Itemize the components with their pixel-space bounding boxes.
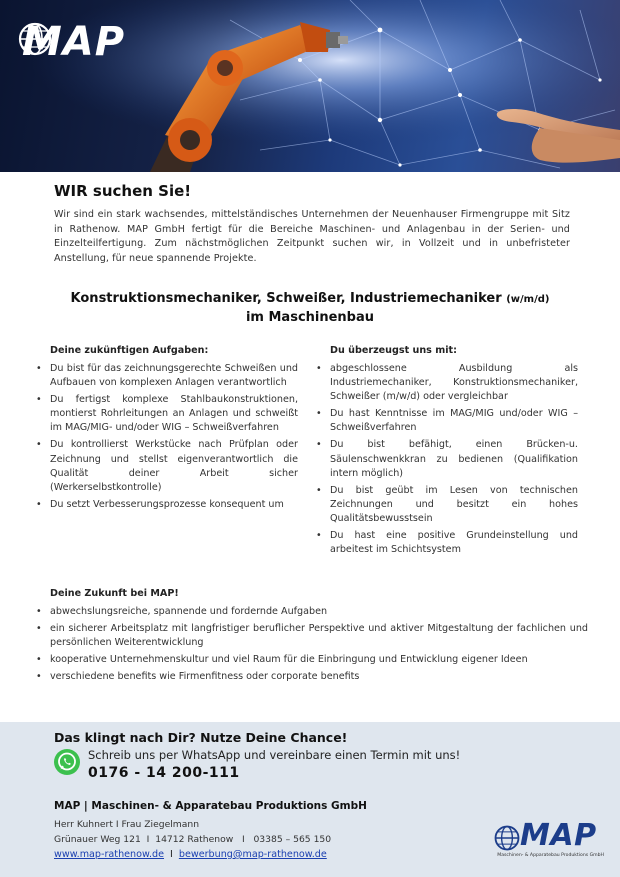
link-separator: I: [170, 849, 173, 860]
footer-links: [54, 849, 327, 860]
list-item: • Du setzt Verbesserungsprozesse konsequent um: [36, 498, 298, 512]
bullet-icon: •: [36, 606, 42, 617]
job-title-line2: im Maschinenbau: [245, 310, 375, 325]
bullet-icon: •: [36, 623, 42, 635]
tasks-list: [36, 362, 298, 512]
profile-section: [316, 345, 578, 560]
call-to-action: Das klingt nach Dir? Nutze Deine Chance!: [54, 730, 348, 745]
profile-heading: Du überzeugst uns mit:: [330, 345, 457, 356]
header-banner: [0, 0, 620, 172]
whatsapp-icon[interactable]: [54, 749, 80, 775]
job-title-main: Konstruktionsmechaniker, Schweißer, Industriemechaniker: [70, 291, 502, 306]
intro-heading: WIR suchen Sie!: [54, 182, 192, 200]
company-logo: [18, 19, 126, 65]
tasks-section: [36, 345, 298, 515]
bullet-icon: •: [36, 394, 42, 406]
bullet-icon: •: [36, 654, 42, 666]
list-item: • kooperative Unternehmenskultur und viel Raum für die Einbringung und Entwicklung eigener Ideen: [36, 653, 588, 667]
globe-icon: [18, 22, 52, 56]
list-item: • abgeschlossene Ausbildung als Industriemechaniker, Konstruktionsmechaniker, Schweißer (m/w/d) oder vergleichbar: [316, 363, 578, 403]
benefits-list: [36, 605, 588, 684]
intro-text: Wir sind ein stark wachsendes, mittelständisches Unternehmen der Neuenhauser Firmengruppe mit Sitz in Rathenow. MAP GmbH fertigt für die Bereiche Maschinen- und Anlagenbau in der Serien- und Einzelteilfertigung. Zum nächstmöglichen Zeitpunkt suchen wir, in Vollzeit und in unbefristeter Anstellung, für neue spannende Projekte.: [54, 209, 570, 264]
website-link[interactable]: www.map-rathenow.de: [54, 849, 165, 860]
list-item: • Du hast Kenntnisse im MAG/MIG und/oder WIG – Schweißverfahren: [316, 408, 578, 434]
bullet-icon: •: [316, 363, 322, 374]
bullet-icon: •: [36, 498, 42, 510]
bullet-icon: •: [36, 439, 42, 451]
globe-icon: [494, 825, 520, 851]
list-item: • ein sicherer Arbeitsplatz mit langfristiger beruflicher Perspektive und aktiver Mitgestaltung der fachlichen und persönlichen Weiterentwicklung: [36, 623, 588, 649]
list-item: • Du bist geübt im Lesen von technischen Zeichnungen und besitzt ein hohes Qualitätsbewusstsein: [316, 484, 578, 524]
profile-list: [316, 362, 578, 557]
logo-wordmark: MAP: [520, 818, 597, 853]
contact-persons: Herr Kuhnert I Frau Ziegelmann: [54, 819, 200, 830]
list-item: • verschiedene benefits wie Firmenfitness oder corporate benefits: [36, 670, 588, 684]
list-item: • Du fertigst komplexe Stahlbaukonstruktionen, montierst Rohrleitungen an Anlagen und schweißt im MAG/MIG- und/oder WIG – Schweißverfahren: [36, 394, 298, 434]
job-title: [40, 290, 580, 327]
list-item: • Du bist befähigt, einen Brücken-u. Säulenschwenkkran zu bedienen (Qualifikation intern möglich): [316, 439, 578, 479]
list-item: • Du bist für das zeichnungsgerechte Schweißen und Aufbauen von komplexen Anlagen verantwortlich: [36, 363, 298, 389]
email-link[interactable]: bewerbung@map-rathenow.de: [178, 849, 327, 860]
benefits-section: [36, 588, 588, 687]
logo-subtitle: Maschinen- & Apparatebau Produktions GmbH: [497, 853, 604, 858]
bullet-icon: •: [316, 484, 322, 496]
bullet-icon: •: [36, 363, 42, 374]
job-title-suffix: (w/m/d): [506, 294, 550, 305]
list-item: • Du kontrollierst Werkstücke nach Prüfplan oder Zeichnung und stellst eigenverantwortlich die Qualität deiner Arbeit sicher (Werkerselbstkontrolle): [36, 439, 298, 493]
bullet-icon: •: [316, 408, 322, 420]
whatsapp-text: Schreib uns per WhatsApp und vereinbare einen Termin mit uns!: [88, 748, 461, 762]
phone-number[interactable]: 0176 - 14 200-111: [88, 765, 240, 781]
list-item: • abwechslungsreiche, spannende und fordernde Aufgaben: [36, 605, 588, 619]
bullet-icon: •: [316, 530, 322, 542]
tasks-heading: Deine zukünftigen Aufgaben:: [50, 345, 209, 356]
logo-wordmark: MAP: [22, 19, 126, 65]
list-item: • Du hast eine positive Grundeinstellung und arbeitest im Schichtsystem: [316, 530, 578, 556]
benefits-heading: Deine Zukunft bei MAP!: [50, 588, 179, 599]
address-line: Grünauer Weg 121 I 14712 Rathenow I 03385 – 565 150: [54, 834, 332, 845]
bullet-icon: •: [316, 439, 322, 451]
company-name: MAP | Maschinen- & Apparatebau Produktions GmbH: [54, 800, 367, 812]
intro-section: [54, 182, 570, 266]
bullet-icon: •: [36, 671, 42, 683]
